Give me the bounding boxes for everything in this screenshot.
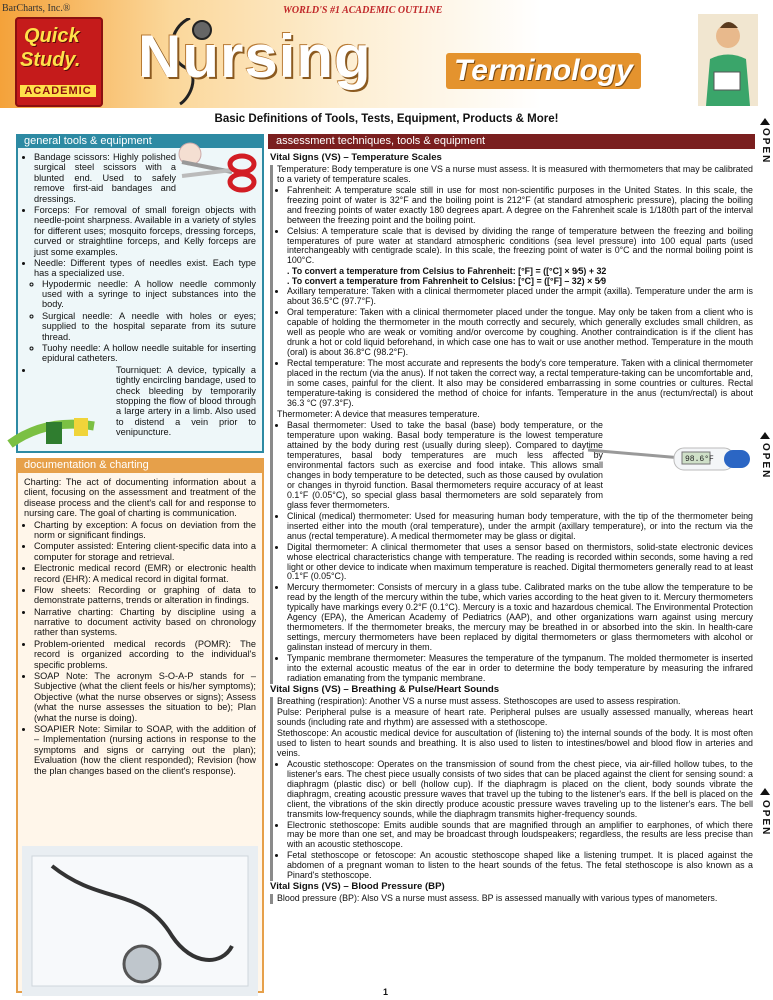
- list-item: • Bandage scissors: Highly polished surgical steel scissors with a blunted end. Used to safely remove first-aid bandages and dressings.: [34, 152, 256, 204]
- list-item: • SOAP Note: The acronym S-O-A-P stands for – Subjective (what the client feels or his/her symptoms); Objective (what the nurse observes or signs); Assess (what the nurse assesses the situation to be); Plan (what the nurse is doing).: [34, 671, 256, 723]
- conversion-2: . To convert a temperature from Fahrenheit to Celsius: [°C] = ([°F] – 32) × 5⁄9: [287, 276, 607, 287]
- section-heading-assessment: assessment techniques, tools & equipment: [268, 134, 755, 149]
- quickstudy-logo: [15, 17, 103, 107]
- thermometer-definition: Thermometer: A device that measures temperature.: [277, 408, 480, 419]
- breathing-text: Breathing (respiration): Another VS a nurse must assess. Stethoscopes are used to assess respiration.: [277, 695, 681, 706]
- list-item: • Fetal stethoscope or fetoscope: An acoustic stethoscope shaped like a listening trumpet. It is placed against the abdomen of a pregnant woman to listen to the heart sounds of the fetus. The fetal stethoscope is also known as a Pinard's stethoscope.: [287, 851, 753, 881]
- list-item: • Forceps: For removal of small foreign objects with needle-point sharpness. Available in a variety of styles for different uses; mosquito forceps, dressing forceps, curved or straightline forceps, and Kelly forceps are just some examples.: [34, 205, 256, 257]
- open-label: OPEN: [760, 800, 771, 837]
- temperature-intro: Temperature: Body temperature is one VS a nurse must assess. It is measured with thermometers that may be calibrated to a variety of temperature scales.: [277, 163, 753, 184]
- list-item: • Mercury thermometer: Consists of mercury in a glass tube. Calibrated marks on the tube allow the temperature to be read by the length of the mercury within the tube, which varies according to the heat given to it. Mercury thermometers typically have markings every 0.2°F (0.1°C). Mercury is a toxic and hazardous chemical. The Environmental Protection Agency (EPA), the American Academy of Pediatrics (AAP), and other organizations warn against using mercury thermometers. If the thermometer breaks, the mercury may be breathed in or absorbed into the skin. In health-care settings, mercury thermometers have been replaced by digital thermometers or glass thermometers with alcohol or galinstan instead of mercury in them.: [287, 583, 753, 653]
- brand-name: BarCharts, Inc.®: [2, 3, 71, 14]
- tourniquet-icon: [6, 408, 98, 454]
- list-item: [34, 258, 256, 364]
- open-arrow-icon: [760, 118, 770, 125]
- list-item: • Digital thermometer: A clinical thermometer that uses a sensor based on thermistors, solid-state electronic devices whose electrical characteristics change with temperature. The reading is recorded within seconds, some having a red light or other device to indicate when maximum temperature is reached. Digital thermometers generally read to at least 0.1°F (0.05°C).: [287, 543, 753, 583]
- list-item: • Fahrenheit: A temperature scale still in use for most non-scientific purposes in the United States. In this scale, the freezing point of water is 32°F and the boiling point is 212°F (at standard atmospheric pressure), placing the boiling and freezing points of water exactly 180 degrees apart. A degree on the Fahrenheit scale is 1/180th part of the interval between the freezing point and the boiling point.: [287, 186, 753, 226]
- list-item: ◦ Surgical needle: A needle with holes or eyes; supplied to the hospital separate from its suture thread.: [42, 311, 256, 342]
- list-item: • SOAPIER Note: Similar to SOAP, with the addition of – Implementation (nursing actions in response to the symptoms and signs or carrying out the plan); Evaluation (how the client responded); Revision (how the plan changes based on the client's response).: [34, 724, 256, 776]
- charting-definition: Charting: The act of documenting information about a client, focusing on the assessment and treatment of the disease process and the client's call for and response to nursing care. The goal of charting is communication.: [24, 477, 256, 519]
- stethoscope-photo-icon: [22, 846, 258, 996]
- list-item: • Tourniquet: A device, typically a tightly encircling bandage, used to check bleeding by temporarily stopping the flow of blood through a large artery in a limb. Also used to distend a vein prior to venipuncture.: [34, 365, 256, 438]
- list-item: • Narrative charting: Charting by discipline using a narrative to document activity based on chronology rather than systems.: [34, 607, 256, 638]
- nurse-illustration-icon: [698, 14, 758, 106]
- list-item: • Clinical (medical) thermometer: Used for measuring human body temperature, with the tip of the thermometer being inserted either into the mouth (oral temperature), under the armpit (axillary temperature), or into the rectum via the anus (rectal temperature). A medical thermometer may be glass or digital.: [287, 512, 753, 542]
- list-item: • Axillary temperature: Taken with a clinical thermometer placed under the armpit (axilla). Temperature under the arm is about 36.5°C (97.7°F).: [287, 287, 753, 307]
- list-item: • Celsius: A temperature scale that is devised by dividing the range of temperature between the freezing and boiling temperatures of pure water at standard atmospheric conditions (sea level pressure) into 100 equal parts (used interchangeably with centigrade scale). In this scale, the freezing point of water is 0°C and the normal boiling point is 100°C.: [287, 227, 753, 267]
- list-item: ◦ Hypodermic needle: A hollow needle commonly used with a syringe to inject substances into the body.: [42, 279, 256, 310]
- list-item: • Rectal temperature: The most accurate and represents the body's core temperature. Taken with a clinical thermometer placed in the rectum (via the anus). If not taken the correct way, a rectal temperature-taking can be uncomfortable and, in some cases, painful for the client. It also may be considered embarrassing in some countries or cultures. Rectal temperature-taking is considered the method of choice for infants. Temperature in the anus (rectum/rectal) is about 36.3 °C (97.3°F).: [287, 359, 753, 409]
- page-number: 1: [383, 987, 389, 997]
- page-tagline: Basic Definitions of Tools, Tests, Equipment, Products & More!: [214, 113, 559, 125]
- subheading-temperature: Vital Signs (VS) – Temperature Scales: [270, 152, 442, 163]
- thermometer-readout: 98.6°F: [685, 455, 714, 464]
- open-arrow-icon: [760, 432, 770, 439]
- open-label: OPEN: [760, 128, 771, 165]
- list-item: • Flow sheets: Recording or graphing of data to demonstrate patterns, trends or alteration in findings.: [34, 585, 256, 606]
- conversion-1: . To convert a temperature from Celsius to Fahrenheit: [°F] = ([°C] × 9⁄5) + 32: [287, 266, 607, 277]
- page-subtitle: Terminology: [446, 53, 641, 89]
- pulse-text: Pulse: Peripheral pulse is a measure of heart rate. Peripheral pulses are usually assessed manually, whereas heart sounds (including rate and rhythm) are assessed with a stethoscope.: [277, 706, 753, 727]
- digital-thermometer-icon: [586, 438, 752, 478]
- logo-line-2: Study.: [20, 49, 81, 71]
- list-item: • Electronic medical record (EMR) or electronic health record (EHR): A medical record in digital format.: [34, 563, 256, 584]
- header-banner: [0, 0, 773, 108]
- assessment-panel: [268, 150, 755, 1000]
- logo-line-3: ACADEMIC: [20, 85, 96, 97]
- logo-line-1: Quick: [24, 25, 80, 47]
- page-title: Nursing: [138, 23, 372, 90]
- list-item: • Acoustic stethoscope: Operates on the transmission of sound from the chest piece, via air-filled hollow tubes, to the listener's ears. The chest piece usually consists of two sides that can be placed against the client for sensing sound: a diaphragm (plastic disc) or bell (hollow cup). If the diaphragm is placed on the client, body sounds vibrate the diaphragm, creating acoustic pressure waves that travel up the tubing to the listener's ears. If the bell is placed on the client, the vibrations of the skin directly produce acoustic pressure waves traveling up to the listener's ears. The bell transmits low-frequency sounds, while the diaphragm transmits higher-frequency sounds.: [287, 760, 753, 820]
- list-item: • Problem-oriented medical records (POMR): The record is organized according to the individual's specific problems.: [34, 639, 256, 670]
- scissors-icon: [172, 140, 258, 196]
- list-item: • Electronic stethoscope: Emits audible sounds that are magnified through an amplifier to earphones, of which there may be more than one set, and may be broadcast through loudspeakers; regardless, the results are less precise than with an acoustic stethoscope.: [287, 821, 753, 851]
- needle-text: Needle: Different types of needles exist. Each type has a specialized use.: [34, 257, 256, 279]
- stethoscope-text: Stethoscope: An acoustic medical device for auscultation of (listening to) the internal sounds of the body. It is most often used to listen to heart sounds and breathing. It is also used to listen to intestines/bowel and blood flow in arteries and veins.: [277, 727, 753, 758]
- subheading-blood-pressure: Vital Signs (VS) – Blood Pressure (BP): [270, 881, 445, 893]
- tagline: WORLD'S #1 ACADEMIC OUTLINE: [283, 5, 443, 16]
- subheading-breathing: Vital Signs (VS) – Breathing & Pulse/Heart Sounds: [270, 684, 500, 696]
- open-label: OPEN: [760, 443, 771, 480]
- bp-text: Blood pressure (BP): Also VS a nurse must assess. BP is assessed manually with various types of manometers.: [277, 893, 718, 904]
- list-item: • Oral temperature: Taken with a clinical thermometer placed under the tongue. May only be taken from a client who is capable of holding the thermometer in the mouth correctly and securely, which generally excludes small children, as well as people who are weak or vomiting and/or overcome by coughing. Another contraindication is if the client has drunk a hot or cold liquid beforehand, in which case one has to wait or use another method. Temperature in the mouth (oral) is about 36.8°C (98.2°F).: [287, 308, 753, 358]
- list-item: • Tympanic membrane thermometer: Measures the temperature of the tympanum. The molded thermometer is inserted into the external acoustic meatus of the ear in order to determine the body temperature by measuring the infrared radiation emanating from the tympanic membrane.: [287, 654, 753, 684]
- section-heading-general: general tools & equipment: [16, 134, 264, 149]
- list-item: • Charting by exception: A focus on deviation from the norm or significant findings.: [34, 520, 256, 541]
- list-item: • Basal thermometer: Used to take the basal (base) body temperature, or the temperature upon waking. Basal body temperature is the lowest temperature attained by the body during rest (usually during sleep). Compared to daytime temperatures, basal body temperatures are much less affected by environmental factors such as exercise and food intake. This allows small changes in body temperature to be detected, such as those caused by ovulation or changes in thyroid function. Basal thermometers require accuracy of at least 0.1°F (0.05°C), so special glass basal thermometers are sold separately from glass fever thermometers.: [287, 421, 753, 511]
- list-item: • Computer assisted: Entering client-specific data into a computer for storage and retrieval.: [34, 541, 256, 562]
- list-item: ◦ Tuohy needle: A hollow needle suitable for inserting epidural catheters.: [42, 343, 256, 364]
- section-heading-documentation: documentation & charting: [16, 458, 264, 473]
- open-arrow-icon: [760, 788, 770, 795]
